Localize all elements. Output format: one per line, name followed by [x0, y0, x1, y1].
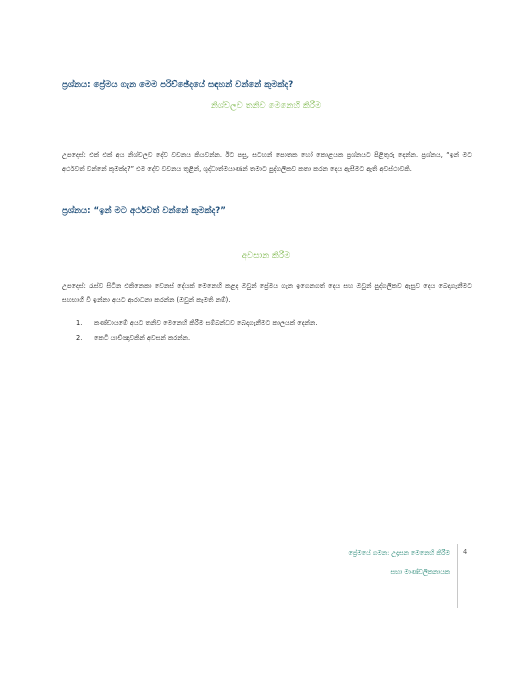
question-heading-1: ප්‍රශ්නය: ප්‍රේමය ගැන මෙම පරිච්ඡේදයේ සඳහන් වන්නේ කුමක්ද?	[62, 80, 294, 90]
question-heading-2: ප්‍රශ්නය: “ඉන් මට අර්ථවත් වන්නේ කුමක්ද?”	[62, 206, 226, 216]
list-item-number: 1.	[76, 319, 83, 327]
footer-subtitle: සභා මාණ්ඩලිකනායක	[390, 568, 450, 576]
instruction-paragraph-1: උපදෙස්: එක් එක් අය නිශ්චලව දේව වචනය කියවන්න. ඊට පසු, සටහන් පොතක හෝ කොළයක ප්‍රශ්නයට පිළිතුරු දෙන්න. ප්‍රශ්නය, “ඉන් මට අර්ථවත් වන්නේ කුමක්ද?” එම දේව වචනය තුළින්, ශුද්ධාත්මයාණන් තමාට පුද්ගලිකව කතා කරන දෙය ඇසීමට ඇති අවස්ථාවකි.	[62, 151, 472, 173]
footer-title: ප්‍රේමයේ ගමන: උදෑසන මෙනෙහි කිරීම	[348, 549, 450, 557]
section-title-closing: අවසාන කිරීම	[241, 251, 291, 261]
list-item	[76, 331, 317, 346]
footer-divider	[457, 544, 458, 608]
section-title-solitary-meditation: නිශ්චලව තනිව මෙනෙහි කිරීම	[210, 101, 322, 111]
closing-steps-list	[76, 316, 317, 346]
list-item-text: කෙටි යාච්ඤාවකින් අවසන් කරන්න.	[94, 334, 191, 342]
page-number: 4	[463, 548, 468, 556]
list-item	[76, 316, 317, 331]
list-item-text: කණ්ඩායමේ අයට තනිව මෙනෙහි කිරීම සම්බන්ධව බෙදාගැනීමට කාලයක් දෙන්න.	[94, 319, 318, 327]
list-item-number: 2.	[76, 334, 83, 342]
instruction-paragraph-2: උපදෙස්: රැස්ව සිටින එකිනෙකා වෙනස් දේයක් මෙනෙහි කළද ඔවුන් ප්‍රේමය ගැන ඉගෙනගත් දෙය සහ ඔවුන් පුද්ගලිකව ඇසුව දෙය බෙදාගැනීමට සහභාගී වී ඉන්නා අයට ආරාධනා කරන්න (ඔවුන් කැමති නම්).	[62, 282, 472, 304]
